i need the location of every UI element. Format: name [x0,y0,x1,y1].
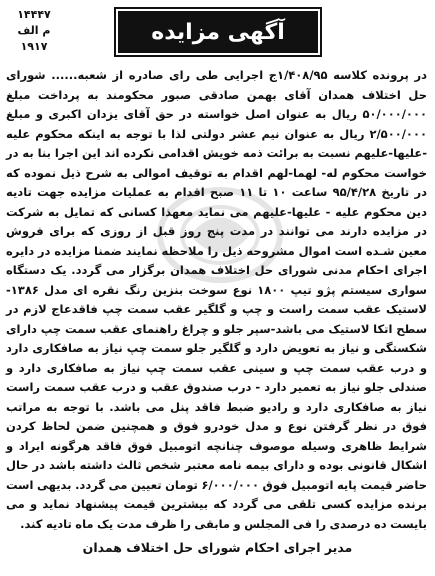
notice-body: در پرونده کلاسه ۱/۴۰۸/۹۵ج اجرایی طی رای صادره از شعبه...... شورای حل اختلاف همدان آقای بهمن صادقی صبور محکومند به پرداخت مبلغ ۵۰/۰۰۰/۰۰۰ ریال به عنوان اصل خواسته در حق آقای یزدان اکبری و مبلغ ۲/۵۰۰/۰۰۰ ریال به عنوان نیم عشر دولتی لذا با توجه به اینکه محکوم علیه -علیها-علیهم نسبت به برائت ذمه خویش اقدامی نکرده اند این اجرا بنا به در خواست محکوم له- لهما-لهم اقدام به توقیف اموالی به شرح ذیل نموده که در تاریخ ۹۵/۴/۲۸ ساعت ۱۰ تا ۱۱ صبح اقدام به عملیات مزایده جهت تادیه دین محکوم علیه - علیها-علیهم می نماید معهذا کسانی که تمایل به شرکت در مزایده دارند می توانند در مدت پنج روز قبل از روزی که برای فروش معین شـده است اموال مشروحه ذیل را ملاحظه نمایند ضمنا مزایده در دایره اجرای احکام مدنی شورای حل اختلاف همدان برگزار می گردد. یک دستگاه سواری سیستم پژو تیپ ۱۸۰۰ نوع سوخت بنزین رنگ نقره ای مدل ۱۳۸۶- لاستیک عقب سمت راست و چپ و گلگیر عقب سمت چپ فاقدعاج لازم در سطح اتکا لاستیک می باشد-سپر جلو و چراغ راهنمای عقب سمت چپ دارای شکستگی و نیاز به تعویض دارد و گلگیر جلو سمت چپ نیاز به صافکاری دارد و درب عقب سمت چپ و سینی عقب سمت چپ نیاز به صافکاری دارد و صندلی جلو نیاز به تعمیر دارد - درب صندوق عقب و درب عقب سمت راست نیاز به صافکاری دارد و رادیو ضبط فاقد پنل می باشد. با توجه به مراتب فوق در نظر گرفتن نوع و مدل خودرو فوق و همچنین ضمن لحاظ کردن شرایط ظاهری وسیله موصوف چنانچه اتومبیل فوق فاقد هرگونه ایراد و اشکال قانونی بوده و دارای بیمه نامه معتبر شخص ثالث داشته باشد در حال حاضر قیمت پایه اتومبیل فوق ۶/۰۰۰/۰۰۰ تومان تعیین می گردد. بدیهی است برنده مزایده کسی تلقی می گردد که بیشترین قیمت پیشنهاد نماید و می بایست ده درصدی را فی المجلس و مابقی را ظرف مدت یک ماه تادیه کند. [6,68,427,531]
title-banner [118,11,318,53]
reference-code [10,7,58,55]
page-title: آگهی مزایده [151,19,285,45]
reference-code-line: م الف [17,24,51,37]
signature-line: مدیر اجرای احکام شورای حل اختلاف همدان [82,540,353,555]
notice-header [0,7,435,57]
reference-code-line: ۱۴۴۴۷ [17,8,51,21]
reference-code-line: ۱۹۱۷ [20,40,48,53]
